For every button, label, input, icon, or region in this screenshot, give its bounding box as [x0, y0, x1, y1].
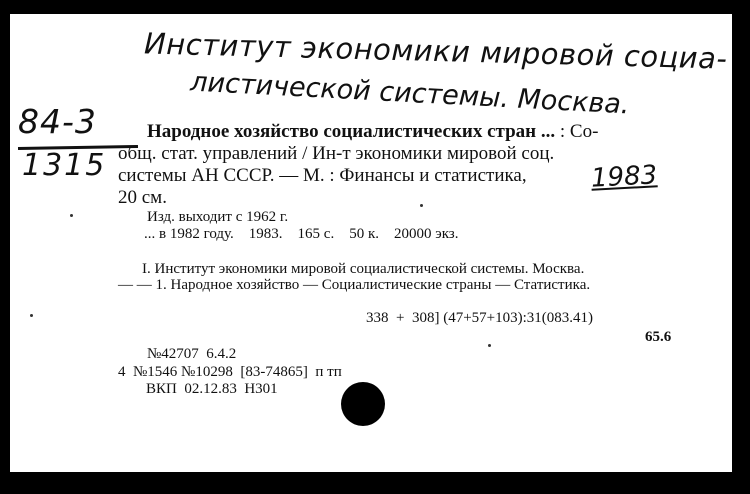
meta-line1: №42707 6.4.2: [147, 346, 237, 362]
publication-note1: Изд. выходит с 1962 г.: [147, 209, 289, 225]
speck: [70, 214, 73, 217]
record-title-line: [147, 121, 598, 143]
call-number-bottom: 1315: [22, 148, 107, 183]
subject-line2: — — 1. Народное хозяйство — Социалистические страны — Статистика.: [118, 277, 591, 293]
handwritten-year: 1983: [590, 160, 658, 194]
call-number-top: 84-3: [18, 102, 97, 141]
classification-number: 65.6: [645, 329, 672, 345]
record-line3: системы АН СССР. — М. : Финансы и статистика,: [118, 165, 527, 186]
record-title-rest: : Со-: [555, 121, 599, 142]
punch-hole: [341, 382, 385, 426]
publication-note2: ... в 1982 году. 1983. 165 с. 50 к. 20000 экз.: [144, 226, 459, 242]
speck: [488, 344, 491, 347]
handwritten-header-line2: листической системы. Москва.: [189, 66, 631, 121]
speck: [420, 204, 423, 207]
record-line2: общ. стат. управлений / Ин-т экономики мировой соц.: [118, 143, 555, 164]
record-title: Народное хозяйство социалистических стран ...: [147, 121, 556, 142]
handwritten-header-line1: Институт экономики мировой социа-: [143, 26, 728, 76]
classification-code: 338 + 308] (47+57+103):31(083.41): [366, 310, 594, 326]
meta-line2: 4 №1546 №10298 [83-74865] п тп: [118, 364, 342, 380]
meta-line3: ВКП 02.12.83 Н301: [146, 381, 278, 397]
record-line4: 20 см.: [118, 187, 167, 208]
speck: [30, 314, 33, 317]
catalog-card: [10, 14, 732, 472]
subject-line1: I. Институт экономики мировой социалистической системы. Москва.: [142, 261, 585, 277]
